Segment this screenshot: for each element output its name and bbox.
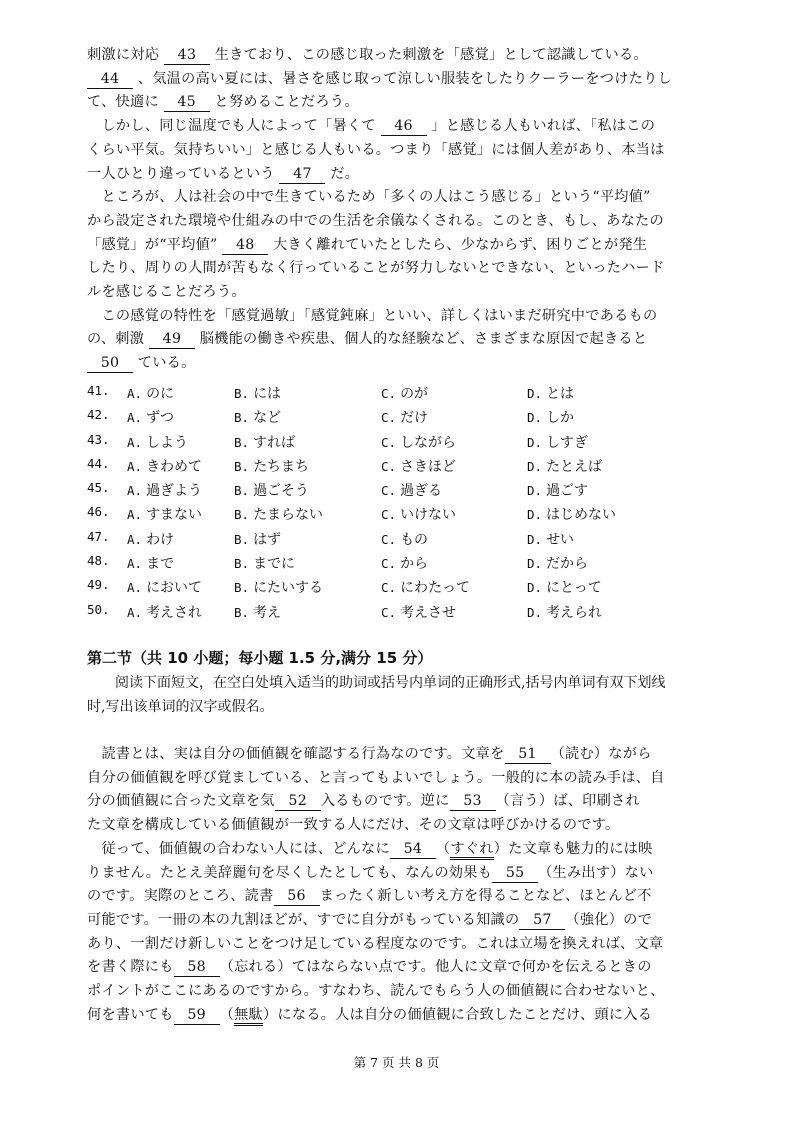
- blank-45[interactable]: 45: [164, 94, 210, 112]
- option-d[interactable]: D. にとって: [527, 580, 602, 597]
- double-underlined-word: すぐれ: [450, 841, 493, 860]
- option-d[interactable]: D. はじめない: [527, 507, 617, 524]
- option-a[interactable]: A. きわめて: [127, 458, 203, 475]
- option-b[interactable]: B. はず: [234, 531, 282, 548]
- question-row: [87, 577, 687, 601]
- option-c[interactable]: C. から: [381, 556, 429, 573]
- option-d[interactable]: D. だから: [527, 556, 589, 573]
- blank-56[interactable]: 56: [274, 888, 320, 906]
- option-b[interactable]: B. たちまち: [234, 458, 310, 475]
- question-row: [87, 432, 687, 456]
- option-a[interactable]: A. において: [127, 580, 203, 597]
- option-c[interactable]: C. だけ: [381, 410, 429, 427]
- option-d[interactable]: D. しか: [527, 410, 575, 427]
- option-d[interactable]: D. とは: [527, 386, 575, 402]
- text-line: の、刺激 49 脳機能の働きや疾患、個人的な経験など、さまざまな原因で起きると: [87, 331, 648, 348]
- answer-options: [87, 383, 687, 626]
- text-line: を書く際にも 58 （忘れる）てはならない点です。他人に文章で何かを伝えるときの: [87, 959, 652, 976]
- option-a[interactable]: A. 過ぎよう: [127, 483, 203, 500]
- blank-48[interactable]: 48: [222, 237, 268, 255]
- question-number: 46.: [87, 504, 110, 520]
- text-line: しかし、同じ温度でも人によって「暑くて 46 」と感じる人もいれば、「私はこの: [87, 118, 656, 135]
- option-c[interactable]: C. 過ぎる: [381, 483, 443, 500]
- option-b[interactable]: B. までに: [234, 556, 296, 573]
- text-line: 従って、価値観の合わない人には、どんなに 54 （すぐれ）た文章も魅力的には映: [87, 838, 677, 861]
- double-underlined-word: 無駄: [234, 1007, 263, 1026]
- option-d[interactable]: D. しすぎ: [527, 434, 589, 451]
- option-a[interactable]: A. わけ: [127, 531, 175, 548]
- text-line: から設定された環境や仕組みの中での生活を余儀なくされる。このとき、もし、あなたの: [87, 212, 664, 229]
- page-footer: 第 7 页 共 8 页: [353, 1055, 440, 1070]
- question-number: 43.: [87, 431, 110, 447]
- option-a[interactable]: A. 考えされ: [127, 604, 203, 621]
- text-line: 何を書いても 59 （無駄）になる。人は自分の価値観に合致したことだけ、頭に入る: [87, 1004, 677, 1027]
- option-a[interactable]: A. まで: [127, 556, 175, 573]
- text-line: 50 ている。: [87, 352, 677, 375]
- text-line: りません。たとえ美辞麗句を尽くしたとしても、なんの効果も 55 （生み出す）ない: [87, 864, 654, 881]
- option-b[interactable]: B. にたいする: [234, 580, 324, 597]
- option-c[interactable]: C. にわたって: [381, 580, 471, 597]
- blank-55[interactable]: 55: [492, 865, 538, 883]
- option-c[interactable]: C. 考えさせ: [381, 604, 457, 621]
- question-row: [87, 602, 687, 626]
- option-d[interactable]: D. たとえば: [527, 458, 603, 475]
- text-line: 一人ひとり違っているという 47 だ。: [87, 165, 360, 182]
- option-d[interactable]: D. 過ごす: [527, 483, 589, 500]
- text-line: したり、周りの人間が苦もなく行っていることが努力しないとできない、といったハード: [87, 260, 665, 277]
- text-line: 44 、気温の高い夏には、暑さを感じ取って涼しい服装をしたりクーラーをつけたりし: [87, 68, 677, 91]
- question-row: [87, 553, 687, 577]
- option-a[interactable]: A. ずつ: [127, 410, 175, 427]
- text-line: 自分の価値観を呼び覚ましている、と言ってもよいでしょう。一般的に本の読み手は、自: [87, 769, 665, 786]
- text-line: ルを感じることだろう。: [87, 284, 246, 300]
- option-a[interactable]: A. すまない: [127, 507, 203, 524]
- question-number: 49.: [87, 577, 110, 593]
- option-b[interactable]: B. すれば: [234, 434, 296, 451]
- section-title: 第二节（共 10 小题；每小题 1.5 分,满分 15 分）: [87, 649, 433, 667]
- question-row: [87, 480, 687, 504]
- text-line: た文章を構成している価値観が一致する人にだけ、その文章は呼びかけるのです。: [87, 817, 620, 834]
- text-line: くらい平気。気持ちいい」と感じる人もいる。つまり「感覚」には個人差があり、本当は: [87, 141, 665, 158]
- question-row: [87, 407, 687, 431]
- question-number: 47.: [87, 528, 110, 544]
- option-b[interactable]: B. 過ごそう: [234, 483, 310, 500]
- text-line: 読書とは、実は自分の価値観を確認する行為なのです。文章を 51 （読む）ながら: [87, 746, 652, 762]
- text-line: ところが、人は社会の中で生きているため「多くの人はこう感じる」という“平均値”: [87, 189, 651, 206]
- blank-53[interactable]: 53: [450, 793, 496, 811]
- blank-44[interactable]: 44: [87, 71, 133, 89]
- blank-46[interactable]: 46: [381, 118, 427, 136]
- question-number: 45.: [87, 480, 110, 496]
- option-c[interactable]: C. のが: [381, 386, 429, 402]
- blank-50[interactable]: 50: [87, 355, 133, 373]
- question-number: 48.: [87, 553, 110, 569]
- question-number: 50.: [87, 601, 110, 617]
- option-c[interactable]: C. しながら: [381, 434, 457, 451]
- question-number: 41.: [87, 383, 110, 398]
- text-line: て、快適に 45 と努めることだろう。: [87, 94, 359, 111]
- question-number: 42.: [87, 407, 110, 423]
- option-a[interactable]: A. しよう: [127, 434, 189, 451]
- option-d[interactable]: D. 考えられ: [527, 604, 603, 621]
- blank-51[interactable]: 51: [505, 746, 551, 764]
- text-line: あり、一割だけ新しいことをつけ足している程度なのです。これは立場を換えれば、文章: [87, 935, 664, 952]
- blank-52[interactable]: 52: [275, 793, 321, 811]
- question-row: [87, 529, 687, 553]
- option-b[interactable]: B. など: [234, 410, 282, 427]
- option-c[interactable]: C. もの: [381, 531, 429, 548]
- question-number: 44.: [87, 455, 110, 471]
- blank-58[interactable]: 58: [174, 959, 220, 977]
- blank-49[interactable]: 49: [149, 331, 195, 349]
- option-c[interactable]: C. さきほど: [381, 458, 457, 475]
- text-line: 「感覚」が“平均値” 48 大きく離れていたとしたら、少なからず、困りごとが発生: [87, 236, 648, 253]
- blank-59[interactable]: 59: [174, 1007, 220, 1025]
- section-instruction: 阅读下面短文，在空白处填入适当的助词或括号内单词的正确形式,括号内单词有双下划线时,写出该单词的汉字或假名。: [87, 675, 666, 715]
- option-c[interactable]: C. いけない: [381, 507, 457, 524]
- text-line: 刺激に対応 43 生きており、この感じ取った刺激を「感覚」として認識している。: [87, 47, 648, 63]
- blank-54[interactable]: 54: [390, 841, 436, 859]
- text-line: 分の価値観に合った文章を気 52 入るものです。逆に 53 （言う）ば、印刷され: [87, 793, 640, 810]
- question-row: [87, 383, 687, 407]
- option-a[interactable]: A. のに: [127, 386, 175, 402]
- text-line: 可能です。一冊の本の九割ほどが、すでに自分がもっている知識の 57 （強化）ので: [87, 911, 653, 928]
- option-d[interactable]: D. せい: [527, 531, 575, 548]
- question-row: [87, 456, 687, 480]
- blank-57[interactable]: 57: [519, 912, 565, 930]
- text-line: のです。実際のところ、読書 56 まったく新しい考え方を得ることなど、ほとんど不: [87, 888, 652, 905]
- option-b[interactable]: B. には: [234, 386, 282, 402]
- question-row: [87, 504, 687, 528]
- option-b[interactable]: B. たまらない: [234, 507, 324, 524]
- blank-43[interactable]: 43: [164, 47, 210, 65]
- blank-47[interactable]: 47: [279, 166, 325, 184]
- text-line: ポイントがここにあるのですから。すなわち、読んでもらう人の価値観に合わせないと、: [87, 983, 665, 999]
- text-line: この感覚の特性を「感覚過敏」「感覚鈍麻」といい、詳しくはいまだ研究中であるもの: [87, 307, 658, 324]
- option-b[interactable]: B. 考え: [234, 604, 282, 621]
